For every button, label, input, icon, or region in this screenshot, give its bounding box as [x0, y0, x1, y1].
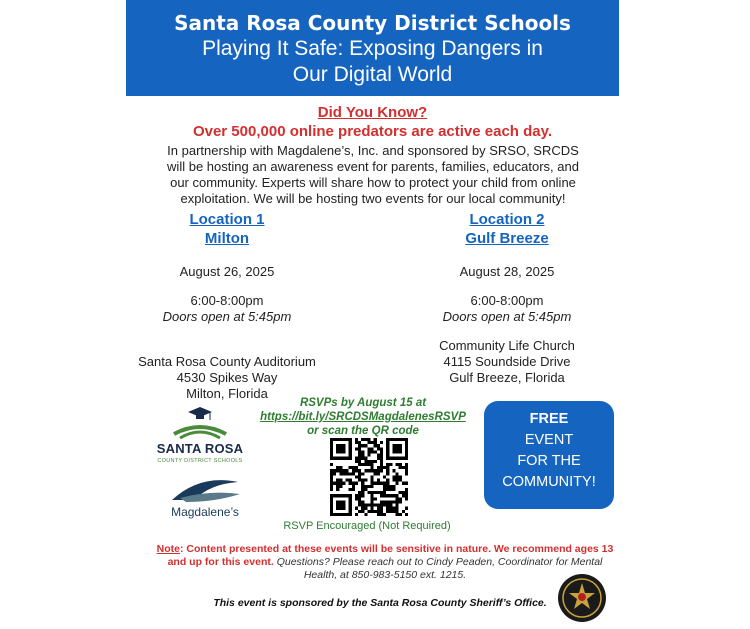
event-title-line2: Our Digital World: [292, 63, 453, 86]
location-1-venue: Santa Rosa County Auditorium: [138, 354, 316, 369]
school-logo-subtitle: COUNTY DISTRICT SCHOOLS: [157, 458, 243, 464]
location-2-time: 6:00-8:00pm: [470, 293, 544, 308]
location-1-heading: Location 1: [189, 211, 265, 228]
predator-statistic: Over 500,000 online predators are active each day.: [192, 123, 553, 140]
note-label: Note: [156, 543, 180, 555]
event-title-line1: Playing It Safe: Exposing Dangers in: [202, 37, 543, 60]
rsvp-deadline: RSVPs by August 15 at: [299, 397, 427, 409]
santa-rosa-schools-logo: [150, 404, 250, 466]
district-title: Santa Rosa County District Schools: [174, 11, 571, 35]
rsvp-encouraged-note: RSVP Encouraged (Not Required): [283, 520, 451, 532]
location-1-street: 4530 Spikes Way: [176, 370, 278, 385]
location-2-city: Gulf Breeze: [465, 230, 549, 247]
location-2-citystate: Gulf Breeze, Florida: [449, 370, 565, 385]
magdalenes-logo: [160, 474, 250, 522]
sheriff-badge-icon: [557, 573, 607, 623]
alert-block: [126, 104, 619, 141]
partner-logo-name: Magdalene’s: [171, 505, 239, 519]
location-2-heading: Location 2: [469, 211, 545, 228]
location-2-venue: Community Life Church: [439, 338, 575, 353]
note-contact: Questions? Please reach out to Cindy Peaden, Coordinator for Mental Health, at 850-983-5150 ext. 1215.: [273, 556, 603, 581]
content-note: [156, 543, 614, 582]
location-2-date: August 28, 2025: [459, 264, 555, 279]
rsvp-link[interactable]: https://bit.ly/SRCDSMagdalenesRSVP: [260, 411, 466, 423]
location-1-block: [132, 210, 322, 402]
did-you-know-heading: Did You Know?: [317, 104, 428, 121]
rsvp-scan-text: or scan the QR code: [307, 425, 419, 437]
free-event-box: [484, 401, 614, 509]
rsvp-qr-code[interactable]: [330, 438, 408, 516]
location-1-date: August 26, 2025: [179, 264, 275, 279]
location-1-citystate: Milton, Florida: [186, 386, 268, 401]
location-2-doors: Doors open at 5:45pm: [442, 309, 572, 324]
intro-line: exploitation. We will be hosting two events for our local community!: [180, 191, 566, 206]
sponsor-statement: This event is sponsored by the Santa Rosa County Sheriff’s Office.: [213, 597, 547, 609]
location-1-city: Milton: [204, 230, 250, 247]
free-box-line: COMMUNITY!: [502, 474, 596, 490]
leaf-swoosh-icon: [160, 474, 250, 504]
intro-line: our community. Experts will share how to protect your child from online: [170, 175, 576, 190]
free-label: FREE: [529, 411, 569, 427]
location-1-doors: Doors open at 5:45pm: [162, 309, 292, 324]
intro-paragraph: [134, 143, 612, 207]
intro-line: In partnership with Magdalene’s, Inc. and sponsored by SRSO, SRCDS: [167, 143, 579, 158]
location-2-block: [412, 210, 602, 386]
school-logo-name: SANTA ROSA: [156, 441, 244, 456]
free-box-line: EVENT: [524, 432, 574, 448]
graduation-cap-book-icon: [150, 404, 250, 442]
rsvp-info: [252, 396, 474, 438]
note-warning: : Content presented at these events will be sensitive in nature. We recommend ages 13 and up for this event.: [167, 543, 614, 568]
event-header-banner: [126, 0, 619, 96]
location-1-time: 6:00-8:00pm: [190, 293, 264, 308]
location-2-street: 4115 Soundside Drive: [443, 354, 571, 369]
free-box-line: FOR THE: [517, 453, 581, 469]
intro-line: will be hosting an awareness event for parents, families, educators, and: [167, 159, 579, 174]
